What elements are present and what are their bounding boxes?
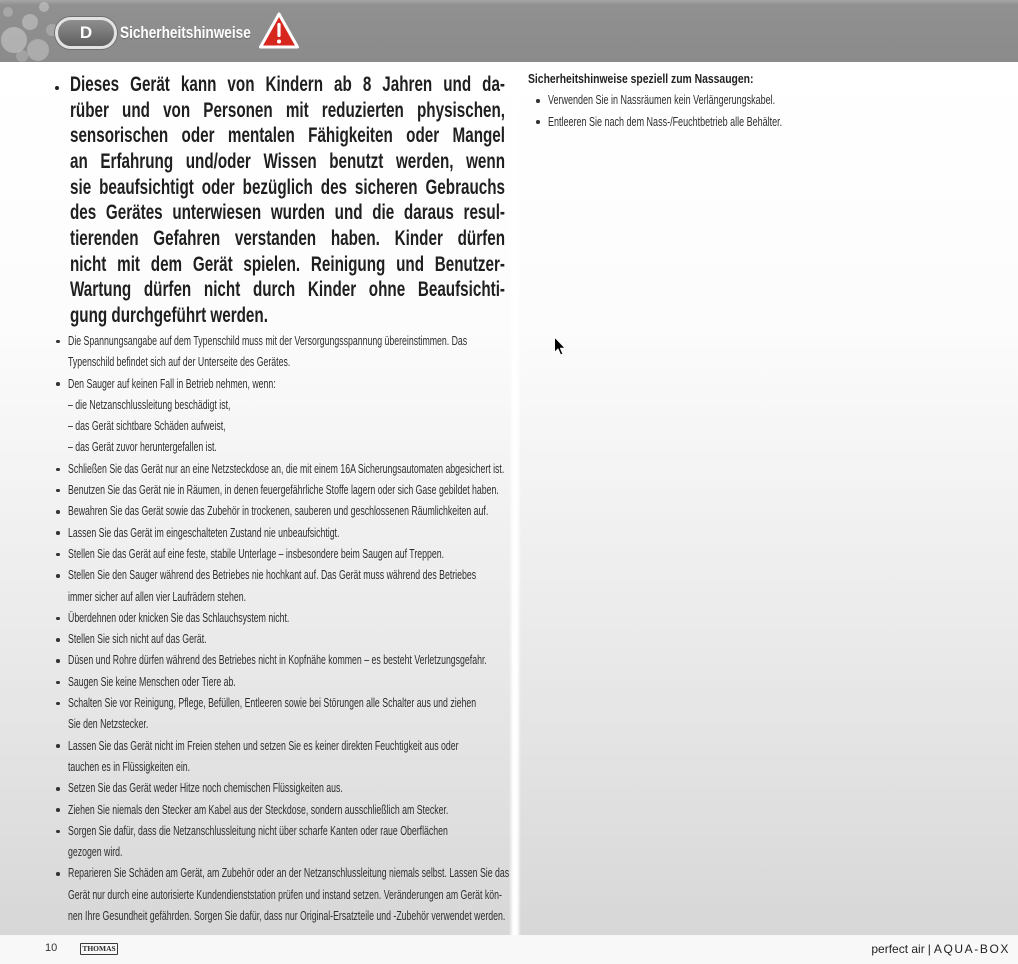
notice-line-text: Wartung dürfen nicht durch Kinder ohne Beaufsichti-	[70, 278, 505, 302]
bullet-icon	[56, 489, 60, 493]
text-line	[68, 885, 515, 906]
safety-list-item	[55, 629, 515, 650]
text-line-content: Lassen Sie das Gerät im eingeschalteten Zustand nie unbeaufsichtigt.	[68, 525, 340, 540]
safety-list-item	[55, 863, 515, 927]
text-line	[68, 565, 515, 586]
safety-list-item	[55, 821, 515, 864]
text-line-content: – das Gerät zuvor heruntergefallen ist.	[68, 440, 217, 455]
safety-list-item	[55, 480, 515, 501]
text-line-content: – das Gerät sichtbare Schäden aufweist,	[68, 419, 226, 434]
text-line	[68, 650, 515, 671]
text-line	[68, 395, 515, 416]
text-line	[68, 821, 515, 842]
product-separator: |	[927, 942, 931, 956]
text-line	[68, 629, 515, 650]
bullet-icon	[56, 574, 60, 578]
text-line	[68, 501, 515, 522]
wet-section-item-text: Verwenden Sie in Nassräumen kein Verlängerungskabel.	[548, 93, 776, 108]
safety-item-text	[68, 459, 515, 480]
text-line	[68, 459, 515, 480]
section-title-text: Sicherheitshinweise	[120, 23, 251, 42]
text-line	[68, 842, 515, 863]
bullet-icon	[56, 808, 60, 812]
safety-list-item	[55, 693, 515, 736]
wet-section-heading	[528, 69, 1008, 90]
text-line-content: Stellen Sie sich nicht auf das Gerät.	[68, 632, 207, 647]
safety-item-text	[68, 800, 515, 821]
wet-section-item	[528, 112, 1008, 133]
safety-item-text	[68, 778, 515, 799]
text-line-content: Setzen Sie das Gerät weder Hitze noch chemischen Flüssigkeiten aus.	[68, 781, 343, 796]
bullet-icon	[56, 382, 60, 386]
safety-item-text	[68, 736, 515, 779]
text-line-content: tauchen es in Flüssigkeiten ein.	[68, 759, 191, 774]
safety-list-item	[55, 331, 515, 374]
bullet-icon	[56, 340, 60, 344]
safety-list-item	[55, 501, 515, 522]
safety-list-item	[55, 800, 515, 821]
text-line-content: Stellen Sie den Sauger während des Betriebes nie hochkant auf. Das Gerät muss während des Betriebes	[68, 568, 477, 583]
safety-list-item	[55, 736, 515, 779]
bullet-icon	[56, 638, 60, 642]
wet-section-item	[528, 90, 1008, 111]
child-safety-notice	[70, 72, 510, 329]
text-line-content: Düsen und Rohre dürfen während des Betriebes nicht in Kopfnähe kommen – es besteht Verletzungsgefahr.	[68, 653, 487, 668]
bullet-icon	[56, 617, 60, 621]
text-line-content: Sie den Netzstecker.	[68, 717, 149, 732]
bullet-icon	[55, 86, 59, 90]
text-line	[68, 352, 515, 373]
bullet-icon	[56, 872, 60, 876]
notice-line-text: gung durchgeführt werden.	[70, 303, 268, 327]
text-line-content: gezogen wird.	[68, 845, 123, 860]
bullet-icon	[56, 744, 60, 748]
text-line	[68, 437, 515, 458]
safety-item-text	[68, 501, 515, 522]
safety-item-text	[68, 650, 515, 671]
notice-line	[70, 98, 510, 124]
text-line	[68, 693, 515, 714]
text-line	[68, 544, 515, 565]
safety-item-text	[68, 565, 515, 608]
safety-item-text	[68, 374, 515, 459]
bullet-icon	[536, 120, 540, 124]
bullet-icon	[56, 531, 60, 535]
text-line-content: – die Netzanschlussleitung beschädigt ist,	[68, 397, 231, 412]
notice-line-text: rüber und von Personen mit reduzierten physischen,	[70, 98, 505, 122]
safety-list-item	[55, 672, 515, 693]
safety-list-item	[55, 523, 515, 544]
safety-item-text	[68, 544, 515, 565]
notice-line-text: Dieses Gerät kann von Kindern ab 8 Jahren und da-	[70, 73, 505, 96]
safety-list-item	[55, 374, 515, 459]
notice-line	[70, 252, 510, 278]
notice-line-text: des Gerätes unterwiesen wurden und die daraus resul-	[70, 201, 505, 225]
page-number: 10	[45, 942, 58, 954]
bullet-icon	[56, 787, 60, 791]
text-line	[68, 736, 515, 757]
bullet-icon	[56, 468, 60, 472]
bullet-icon	[56, 830, 60, 834]
section-header	[0, 0, 1018, 62]
bullet-icon	[56, 553, 60, 557]
safety-item-text	[68, 480, 515, 501]
notice-line	[70, 149, 510, 175]
safety-list-item	[55, 544, 515, 565]
bullet-icon	[56, 659, 60, 663]
text-line-content: Benutzen Sie das Gerät nie in Räumen, in denen feuergefährliche Stoffe lagern oder sich Gase gebildet haben.	[68, 483, 499, 498]
wet-vacuuming-section	[528, 69, 1008, 133]
bullet-icon	[56, 681, 60, 685]
brand-name: THOMAS	[82, 944, 116, 953]
text-line	[68, 714, 515, 735]
text-line-content: Schalten Sie vor Reinigung, Pflege, Befüllen, Entleeren sowie bei Störungen alle Schalter aus und ziehen	[68, 696, 477, 711]
text-line-content: Die Spannungsangabe auf dem Typenschild muss mit der Versorgungsspannung übereinstimmen. Das	[68, 334, 468, 348]
notice-line-text: tierenden Gefahren verstanden haben. Kinder dürfen	[70, 226, 505, 250]
notice-line-text: an Erfahrung und/oder Wissen benutzt werden, wenn	[70, 149, 505, 173]
notice-line-text: sie beaufsichtigt oder bezüglich des sicheren Gebrauchs	[70, 175, 505, 199]
text-line	[68, 331, 515, 352]
text-line	[68, 906, 515, 927]
product-line: perfect air	[871, 942, 925, 956]
notice-line-text: sensorischen oder mentalen Fähigkeiten oder Mangel	[70, 124, 505, 148]
notice-line-text: nicht mit dem Gerät spielen. Reinigung und Benutzer-	[70, 252, 505, 276]
text-line-content: Sorgen Sie dafür, dass die Netzanschlussleitung nicht über scharfe Kanten oder raue Oberflächen	[68, 823, 448, 838]
text-line-content: Ziehen Sie niemals den Stecker am Kabel aus der Steckdose, sondern ausschließlich am Stecker.	[68, 802, 449, 817]
text-line	[68, 523, 515, 544]
wet-section-title: Sicherheitshinweise speziell zum Nassaugen:	[528, 72, 754, 86]
warning-triangle-icon	[258, 11, 300, 51]
wet-section-item-text: Entleeren Sie nach dem Nass-/Feuchtbetrieb alle Behälter.	[548, 114, 783, 129]
text-line-content: Saugen Sie keine Menschen oder Tiere ab.	[68, 674, 236, 689]
text-line-content: immer sicher auf allen vier Laufrädern stehen.	[68, 589, 247, 604]
safety-list-item	[55, 778, 515, 799]
safety-item-text	[68, 693, 515, 736]
text-line-content: Gerät nur durch eine autorisierte Kundendienststation prüfen und instand setzen. Veränderungen am Gerät kön-	[68, 887, 502, 902]
text-line-content: Überdehnen oder knicken Sie das Schlauchsystem nicht.	[68, 610, 290, 625]
language-badge-letter: D	[79, 23, 93, 42]
text-line-content: Bewahren Sie das Gerät sowie das Zubehör in trockenen, sauberen und geschlossenen Räumlichkeiten auf.	[68, 504, 489, 519]
text-line-content: Den Sauger auf keinen Fall in Betrieb nehmen, wenn:	[68, 376, 276, 391]
notice-line	[70, 226, 510, 252]
bullet-icon	[56, 510, 60, 514]
notice-line	[70, 277, 510, 303]
text-line	[68, 587, 515, 608]
bullet-icon	[536, 99, 540, 103]
text-line-content: Stellen Sie das Gerät auf eine feste, stabile Unterlage – insbesondere beim Saugen auf Treppen.	[68, 546, 445, 561]
safety-list-item	[55, 608, 515, 629]
safety-list-item	[55, 459, 515, 480]
text-line	[68, 757, 515, 778]
safety-item-text	[68, 629, 515, 650]
text-line	[68, 863, 515, 884]
brand-logo	[80, 943, 118, 955]
mouse-cursor-icon	[553, 336, 567, 357]
text-line	[68, 608, 515, 629]
safety-list-item	[55, 650, 515, 671]
text-line-content: nen Ihre Gesundheit gefährden. Sorgen Sie dafür, dass nur Original-Ersatzteile und -Zubehör verwendet werden.	[68, 909, 506, 924]
notice-line	[70, 175, 510, 201]
safety-item-text	[68, 523, 515, 544]
text-line-content: Lassen Sie das Gerät nicht im Freien stehen und setzen Sie es keiner direkten Feuchtigkeit aus oder	[68, 738, 459, 753]
notice-line	[70, 200, 510, 226]
text-line-content: Reparieren Sie Schäden am Gerät, am Zubehör oder an der Netzanschlussleitung niemals selbst. Lassen Sie das	[68, 866, 510, 881]
text-line	[68, 480, 515, 501]
product-name	[871, 941, 1010, 957]
page-footer	[0, 935, 1018, 964]
notice-line	[70, 123, 510, 149]
text-line	[68, 416, 515, 437]
bullet-icon	[56, 702, 60, 706]
text-line	[68, 800, 515, 821]
text-line-content: Typenschild befindet sich auf der Unterseite des Gerätes.	[68, 355, 291, 370]
safety-list-item	[55, 565, 515, 608]
safety-item-text	[68, 672, 515, 693]
safety-list	[55, 331, 515, 927]
safety-item-text	[68, 863, 515, 927]
text-line	[68, 374, 515, 395]
text-line-content: Schließen Sie das Gerät nur an eine Netzsteckdose an, die mit einem 16A Sicherungsautomaten abgesichert ist.	[68, 461, 505, 476]
safety-item-text	[68, 821, 515, 864]
notice-line	[70, 303, 510, 329]
product-model: AQUA-BOX	[933, 942, 1010, 956]
safety-item-text	[68, 331, 515, 374]
language-badge	[55, 17, 117, 49]
text-line	[68, 778, 515, 799]
text-line	[68, 672, 515, 693]
notice-line	[70, 72, 510, 98]
safety-item-text	[68, 608, 515, 629]
